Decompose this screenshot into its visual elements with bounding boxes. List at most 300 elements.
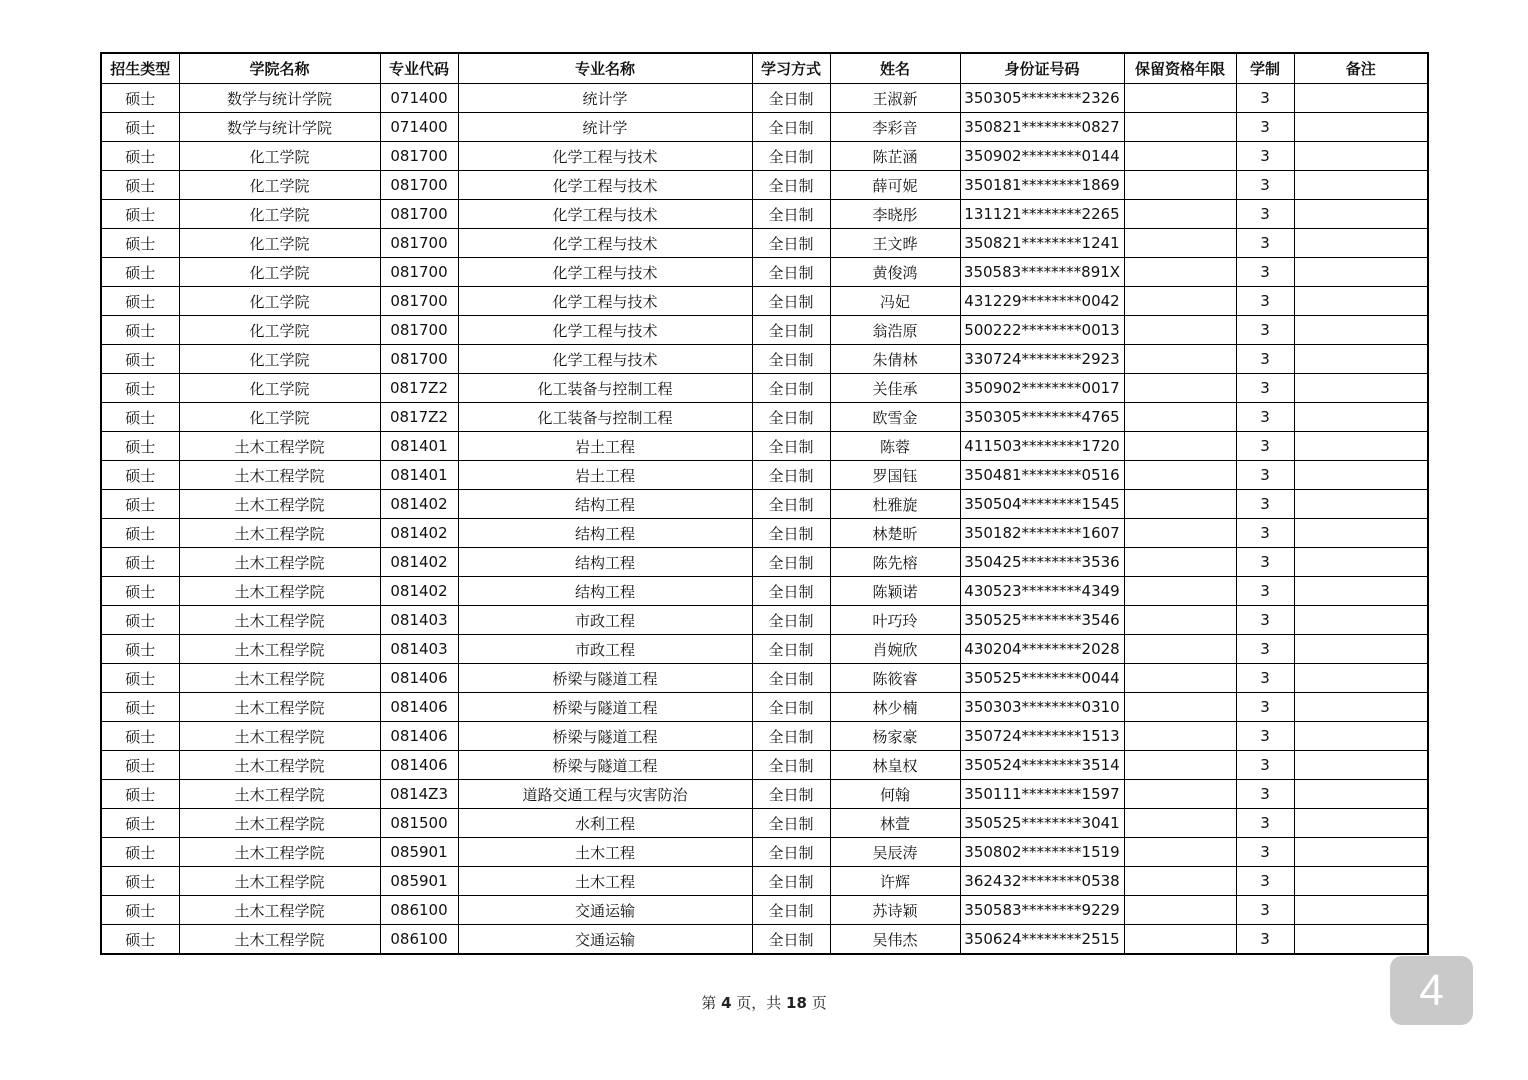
cell-major-code: 081700 xyxy=(380,200,458,229)
cell-reserved-years xyxy=(1124,577,1236,606)
cell-id-number: 350504********1545 xyxy=(960,490,1124,519)
cell-student-name: 王淑新 xyxy=(830,84,960,113)
cell-study-mode: 全日制 xyxy=(752,287,830,316)
cell-study-mode: 全日制 xyxy=(752,896,830,925)
cell-admission-type: 硕士 xyxy=(101,519,179,548)
cell-study-mode: 全日制 xyxy=(752,577,830,606)
cell-college-name: 化工学院 xyxy=(179,258,380,287)
cell-program-length: 3 xyxy=(1236,896,1294,925)
cell-id-number: 500222********0013 xyxy=(960,316,1124,345)
table-row xyxy=(101,229,1428,258)
cell-admission-type: 硕士 xyxy=(101,142,179,171)
cell-program-length: 3 xyxy=(1236,693,1294,722)
table-row xyxy=(101,519,1428,548)
cell-id-number: 350425********3536 xyxy=(960,548,1124,577)
cell-remarks xyxy=(1294,345,1428,374)
cell-student-name: 林少楠 xyxy=(830,693,960,722)
cell-program-length: 3 xyxy=(1236,548,1294,577)
footer-prefix: 第 xyxy=(701,994,722,1012)
cell-student-name: 陈芷涵 xyxy=(830,142,960,171)
cell-reserved-years xyxy=(1124,345,1236,374)
cell-student-name: 陈蓉 xyxy=(830,432,960,461)
cell-student-name: 黄俊鸿 xyxy=(830,258,960,287)
cell-remarks xyxy=(1294,142,1428,171)
cell-remarks xyxy=(1294,316,1428,345)
cell-reserved-years xyxy=(1124,867,1236,896)
cell-study-mode: 全日制 xyxy=(752,751,830,780)
cell-study-mode: 全日制 xyxy=(752,461,830,490)
cell-major-code: 081401 xyxy=(380,432,458,461)
cell-major-code: 085901 xyxy=(380,838,458,867)
cell-program-length: 3 xyxy=(1236,229,1294,258)
cell-college-name: 化工学院 xyxy=(179,287,380,316)
cell-study-mode: 全日制 xyxy=(752,925,830,955)
header-id-number: 身份证号码 xyxy=(960,53,1124,84)
cell-study-mode: 全日制 xyxy=(752,780,830,809)
page-number-badge[interactable]: 4 xyxy=(1390,956,1473,1025)
cell-college-name: 土木工程学院 xyxy=(179,780,380,809)
table-row xyxy=(101,751,1428,780)
header-admission-type: 招生类型 xyxy=(101,53,179,84)
cell-major-code: 081700 xyxy=(380,171,458,200)
cell-id-number: 350821********1241 xyxy=(960,229,1124,258)
cell-major-name: 结构工程 xyxy=(458,519,752,548)
cell-reserved-years xyxy=(1124,229,1236,258)
table-row xyxy=(101,896,1428,925)
cell-student-name: 陈先榕 xyxy=(830,548,960,577)
cell-reserved-years xyxy=(1124,925,1236,955)
cell-remarks xyxy=(1294,519,1428,548)
cell-reserved-years xyxy=(1124,664,1236,693)
cell-college-name: 化工学院 xyxy=(179,142,380,171)
cell-college-name: 土木工程学院 xyxy=(179,490,380,519)
cell-college-name: 土木工程学院 xyxy=(179,606,380,635)
cell-major-code: 081700 xyxy=(380,229,458,258)
cell-remarks xyxy=(1294,577,1428,606)
cell-id-number: 350481********0516 xyxy=(960,461,1124,490)
table-row xyxy=(101,287,1428,316)
cell-program-length: 3 xyxy=(1236,490,1294,519)
cell-student-name: 苏诗颖 xyxy=(830,896,960,925)
cell-program-length: 3 xyxy=(1236,345,1294,374)
cell-admission-type: 硕士 xyxy=(101,635,179,664)
cell-admission-type: 硕士 xyxy=(101,896,179,925)
footer-suffix: 页 xyxy=(806,994,827,1012)
cell-student-name: 朱倩林 xyxy=(830,345,960,374)
cell-id-number: 350802********1519 xyxy=(960,838,1124,867)
cell-id-number: 350624********2515 xyxy=(960,925,1124,955)
cell-reserved-years xyxy=(1124,113,1236,142)
cell-student-name: 叶巧玲 xyxy=(830,606,960,635)
cell-study-mode: 全日制 xyxy=(752,345,830,374)
cell-remarks xyxy=(1294,925,1428,955)
cell-college-name: 化工学院 xyxy=(179,200,380,229)
cell-program-length: 3 xyxy=(1236,925,1294,955)
cell-major-code: 081500 xyxy=(380,809,458,838)
table-row xyxy=(101,664,1428,693)
cell-major-name: 化学工程与技术 xyxy=(458,287,752,316)
cell-id-number: 350583********891X xyxy=(960,258,1124,287)
cell-admission-type: 硕士 xyxy=(101,403,179,432)
page-footer xyxy=(0,992,1528,1013)
cell-id-number: 330724********2923 xyxy=(960,345,1124,374)
cell-major-code: 071400 xyxy=(380,113,458,142)
cell-admission-type: 硕士 xyxy=(101,171,179,200)
cell-major-name: 统计学 xyxy=(458,84,752,113)
table-row xyxy=(101,548,1428,577)
cell-reserved-years xyxy=(1124,896,1236,925)
cell-student-name: 薛可妮 xyxy=(830,171,960,200)
cell-admission-type: 硕士 xyxy=(101,722,179,751)
table-row xyxy=(101,809,1428,838)
table-row xyxy=(101,113,1428,142)
cell-major-name: 化学工程与技术 xyxy=(458,345,752,374)
cell-reserved-years xyxy=(1124,287,1236,316)
header-college-name: 学院名称 xyxy=(179,53,380,84)
cell-major-code: 081700 xyxy=(380,345,458,374)
cell-college-name: 土木工程学院 xyxy=(179,461,380,490)
cell-admission-type: 硕士 xyxy=(101,838,179,867)
cell-reserved-years xyxy=(1124,461,1236,490)
table-row xyxy=(101,84,1428,113)
cell-study-mode: 全日制 xyxy=(752,635,830,664)
cell-student-name: 吴伟杰 xyxy=(830,925,960,955)
table-row xyxy=(101,577,1428,606)
cell-major-name: 桥梁与隧道工程 xyxy=(458,751,752,780)
cell-id-number: 411503********1720 xyxy=(960,432,1124,461)
cell-admission-type: 硕士 xyxy=(101,809,179,838)
cell-remarks xyxy=(1294,838,1428,867)
header-remarks: 备注 xyxy=(1294,53,1428,84)
cell-reserved-years xyxy=(1124,171,1236,200)
cell-admission-type: 硕士 xyxy=(101,577,179,606)
cell-college-name: 化工学院 xyxy=(179,345,380,374)
cell-id-number: 430204********2028 xyxy=(960,635,1124,664)
cell-program-length: 3 xyxy=(1236,809,1294,838)
cell-admission-type: 硕士 xyxy=(101,751,179,780)
cell-student-name: 王文晔 xyxy=(830,229,960,258)
cell-study-mode: 全日制 xyxy=(752,722,830,751)
cell-id-number: 350111********1597 xyxy=(960,780,1124,809)
cell-student-name: 何翰 xyxy=(830,780,960,809)
cell-remarks xyxy=(1294,258,1428,287)
cell-id-number: 430523********4349 xyxy=(960,577,1124,606)
cell-reserved-years xyxy=(1124,316,1236,345)
cell-admission-type: 硕士 xyxy=(101,84,179,113)
cell-major-code: 086100 xyxy=(380,896,458,925)
cell-remarks xyxy=(1294,113,1428,142)
cell-program-length: 3 xyxy=(1236,84,1294,113)
cell-program-length: 3 xyxy=(1236,171,1294,200)
cell-study-mode: 全日制 xyxy=(752,809,830,838)
table-row xyxy=(101,461,1428,490)
cell-major-name: 化工装备与控制工程 xyxy=(458,403,752,432)
cell-admission-type: 硕士 xyxy=(101,229,179,258)
cell-program-length: 3 xyxy=(1236,606,1294,635)
table-body xyxy=(101,84,1428,955)
cell-admission-type: 硕士 xyxy=(101,867,179,896)
cell-id-number: 350525********0044 xyxy=(960,664,1124,693)
cell-id-number: 350524********3514 xyxy=(960,751,1124,780)
table-row xyxy=(101,316,1428,345)
cell-reserved-years xyxy=(1124,809,1236,838)
cell-student-name: 李晓彤 xyxy=(830,200,960,229)
footer-middle: 页，共 xyxy=(731,994,787,1012)
cell-admission-type: 硕士 xyxy=(101,287,179,316)
cell-major-name: 市政工程 xyxy=(458,635,752,664)
table-row xyxy=(101,142,1428,171)
cell-student-name: 林萱 xyxy=(830,809,960,838)
cell-program-length: 3 xyxy=(1236,287,1294,316)
cell-major-code: 081403 xyxy=(380,635,458,664)
cell-remarks xyxy=(1294,84,1428,113)
table-row xyxy=(101,403,1428,432)
header-row xyxy=(101,53,1428,84)
cell-student-name: 冯妃 xyxy=(830,287,960,316)
header-major-name: 专业名称 xyxy=(458,53,752,84)
cell-reserved-years xyxy=(1124,519,1236,548)
cell-program-length: 3 xyxy=(1236,142,1294,171)
cell-major-name: 统计学 xyxy=(458,113,752,142)
cell-study-mode: 全日制 xyxy=(752,84,830,113)
cell-student-name: 许辉 xyxy=(830,867,960,896)
cell-admission-type: 硕士 xyxy=(101,780,179,809)
cell-major-name: 水利工程 xyxy=(458,809,752,838)
cell-major-name: 交通运输 xyxy=(458,925,752,955)
header-student-name: 姓名 xyxy=(830,53,960,84)
cell-college-name: 土木工程学院 xyxy=(179,867,380,896)
table-row xyxy=(101,838,1428,867)
cell-program-length: 3 xyxy=(1236,200,1294,229)
cell-id-number: 350525********3546 xyxy=(960,606,1124,635)
cell-id-number: 350305********2326 xyxy=(960,84,1124,113)
cell-admission-type: 硕士 xyxy=(101,606,179,635)
header-major-code: 专业代码 xyxy=(380,53,458,84)
cell-major-code: 086100 xyxy=(380,925,458,955)
cell-reserved-years xyxy=(1124,432,1236,461)
cell-reserved-years xyxy=(1124,374,1236,403)
cell-program-length: 3 xyxy=(1236,780,1294,809)
cell-student-name: 肖婉欣 xyxy=(830,635,960,664)
cell-study-mode: 全日制 xyxy=(752,374,830,403)
cell-college-name: 数学与统计学院 xyxy=(179,84,380,113)
cell-college-name: 土木工程学院 xyxy=(179,693,380,722)
cell-admission-type: 硕士 xyxy=(101,316,179,345)
cell-student-name: 杨家豪 xyxy=(830,722,960,751)
cell-remarks xyxy=(1294,200,1428,229)
cell-major-code: 081402 xyxy=(380,519,458,548)
table-row xyxy=(101,867,1428,896)
cell-college-name: 土木工程学院 xyxy=(179,519,380,548)
cell-remarks xyxy=(1294,751,1428,780)
cell-study-mode: 全日制 xyxy=(752,693,830,722)
cell-college-name: 土木工程学院 xyxy=(179,577,380,606)
cell-major-name: 桥梁与隧道工程 xyxy=(458,693,752,722)
table-row xyxy=(101,345,1428,374)
cell-major-name: 土木工程 xyxy=(458,838,752,867)
cell-admission-type: 硕士 xyxy=(101,664,179,693)
table-row xyxy=(101,200,1428,229)
cell-program-length: 3 xyxy=(1236,258,1294,287)
cell-id-number: 350724********1513 xyxy=(960,722,1124,751)
cell-major-name: 化学工程与技术 xyxy=(458,316,752,345)
cell-remarks xyxy=(1294,490,1428,519)
cell-major-name: 市政工程 xyxy=(458,606,752,635)
cell-major-name: 化学工程与技术 xyxy=(458,229,752,258)
cell-program-length: 3 xyxy=(1236,461,1294,490)
table-row xyxy=(101,925,1428,955)
cell-program-length: 3 xyxy=(1236,374,1294,403)
cell-remarks xyxy=(1294,809,1428,838)
cell-reserved-years xyxy=(1124,693,1236,722)
cell-remarks xyxy=(1294,403,1428,432)
cell-remarks xyxy=(1294,432,1428,461)
cell-college-name: 土木工程学院 xyxy=(179,548,380,577)
cell-major-code: 0814Z3 xyxy=(380,780,458,809)
cell-college-name: 土木工程学院 xyxy=(179,838,380,867)
cell-study-mode: 全日制 xyxy=(752,258,830,287)
cell-major-name: 结构工程 xyxy=(458,548,752,577)
cell-major-code: 081406 xyxy=(380,751,458,780)
cell-remarks xyxy=(1294,896,1428,925)
cell-major-code: 0817Z2 xyxy=(380,403,458,432)
cell-program-length: 3 xyxy=(1236,664,1294,693)
cell-id-number: 131121********2265 xyxy=(960,200,1124,229)
cell-major-name: 结构工程 xyxy=(458,577,752,606)
cell-reserved-years xyxy=(1124,635,1236,664)
cell-study-mode: 全日制 xyxy=(752,113,830,142)
cell-student-name: 李彩音 xyxy=(830,113,960,142)
footer-total-pages: 18 xyxy=(786,994,807,1012)
cell-admission-type: 硕士 xyxy=(101,258,179,287)
cell-remarks xyxy=(1294,548,1428,577)
cell-study-mode: 全日制 xyxy=(752,200,830,229)
cell-college-name: 土木工程学院 xyxy=(179,664,380,693)
table-row xyxy=(101,635,1428,664)
cell-student-name: 林楚昕 xyxy=(830,519,960,548)
cell-program-length: 3 xyxy=(1236,867,1294,896)
table-row xyxy=(101,490,1428,519)
cell-major-name: 化学工程与技术 xyxy=(458,200,752,229)
cell-admission-type: 硕士 xyxy=(101,548,179,577)
cell-major-name: 化工装备与控制工程 xyxy=(458,374,752,403)
cell-program-length: 3 xyxy=(1236,838,1294,867)
cell-major-code: 081406 xyxy=(380,722,458,751)
cell-college-name: 化工学院 xyxy=(179,403,380,432)
cell-id-number: 350902********0144 xyxy=(960,142,1124,171)
cell-major-name: 岩土工程 xyxy=(458,432,752,461)
header-reserved-years: 保留资格年限 xyxy=(1124,53,1236,84)
cell-college-name: 土木工程学院 xyxy=(179,751,380,780)
cell-college-name: 化工学院 xyxy=(179,316,380,345)
cell-major-name: 桥梁与隧道工程 xyxy=(458,664,752,693)
table-row xyxy=(101,780,1428,809)
cell-id-number: 350583********9229 xyxy=(960,896,1124,925)
cell-major-code: 081401 xyxy=(380,461,458,490)
cell-study-mode: 全日制 xyxy=(752,548,830,577)
cell-study-mode: 全日制 xyxy=(752,867,830,896)
cell-major-code: 081406 xyxy=(380,664,458,693)
cell-remarks xyxy=(1294,635,1428,664)
cell-major-name: 岩土工程 xyxy=(458,461,752,490)
cell-college-name: 化工学院 xyxy=(179,171,380,200)
cell-id-number: 362432********0538 xyxy=(960,867,1124,896)
cell-major-code: 085901 xyxy=(380,867,458,896)
table-row xyxy=(101,606,1428,635)
cell-student-name: 吴辰涛 xyxy=(830,838,960,867)
cell-remarks xyxy=(1294,664,1428,693)
cell-reserved-years xyxy=(1124,751,1236,780)
cell-study-mode: 全日制 xyxy=(752,838,830,867)
cell-student-name: 欧雪金 xyxy=(830,403,960,432)
cell-admission-type: 硕士 xyxy=(101,374,179,403)
cell-study-mode: 全日制 xyxy=(752,606,830,635)
cell-study-mode: 全日制 xyxy=(752,316,830,345)
cell-major-code: 081402 xyxy=(380,490,458,519)
table-row xyxy=(101,432,1428,461)
cell-remarks xyxy=(1294,374,1428,403)
cell-study-mode: 全日制 xyxy=(752,432,830,461)
cell-college-name: 数学与统计学院 xyxy=(179,113,380,142)
cell-program-length: 3 xyxy=(1236,519,1294,548)
cell-reserved-years xyxy=(1124,403,1236,432)
cell-admission-type: 硕士 xyxy=(101,345,179,374)
cell-major-code: 081402 xyxy=(380,577,458,606)
cell-major-code: 081700 xyxy=(380,258,458,287)
cell-major-code: 0817Z2 xyxy=(380,374,458,403)
cell-college-name: 土木工程学院 xyxy=(179,896,380,925)
cell-student-name: 杜雅旋 xyxy=(830,490,960,519)
cell-study-mode: 全日制 xyxy=(752,664,830,693)
cell-study-mode: 全日制 xyxy=(752,490,830,519)
table-row xyxy=(101,374,1428,403)
cell-reserved-years xyxy=(1124,490,1236,519)
cell-major-code: 081402 xyxy=(380,548,458,577)
cell-major-name: 化学工程与技术 xyxy=(458,258,752,287)
cell-reserved-years xyxy=(1124,258,1236,287)
cell-admission-type: 硕士 xyxy=(101,490,179,519)
cell-id-number: 350303********0310 xyxy=(960,693,1124,722)
table-row xyxy=(101,171,1428,200)
cell-program-length: 3 xyxy=(1236,577,1294,606)
cell-program-length: 3 xyxy=(1236,316,1294,345)
table-row xyxy=(101,258,1428,287)
cell-study-mode: 全日制 xyxy=(752,403,830,432)
cell-remarks xyxy=(1294,780,1428,809)
cell-college-name: 土木工程学院 xyxy=(179,925,380,955)
cell-college-name: 土木工程学院 xyxy=(179,809,380,838)
cell-admission-type: 硕士 xyxy=(101,461,179,490)
cell-remarks xyxy=(1294,867,1428,896)
cell-major-code: 081403 xyxy=(380,606,458,635)
table-row xyxy=(101,693,1428,722)
cell-reserved-years xyxy=(1124,548,1236,577)
cell-admission-type: 硕士 xyxy=(101,113,179,142)
cell-student-name: 林皇权 xyxy=(830,751,960,780)
cell-program-length: 3 xyxy=(1236,635,1294,664)
cell-student-name: 翁浩原 xyxy=(830,316,960,345)
cell-major-code: 071400 xyxy=(380,84,458,113)
cell-major-code: 081406 xyxy=(380,693,458,722)
cell-reserved-years xyxy=(1124,722,1236,751)
cell-major-name: 化学工程与技术 xyxy=(458,171,752,200)
table-header xyxy=(101,53,1428,84)
cell-id-number: 350821********0827 xyxy=(960,113,1124,142)
cell-reserved-years xyxy=(1124,84,1236,113)
cell-program-length: 3 xyxy=(1236,403,1294,432)
cell-study-mode: 全日制 xyxy=(752,142,830,171)
cell-remarks xyxy=(1294,722,1428,751)
